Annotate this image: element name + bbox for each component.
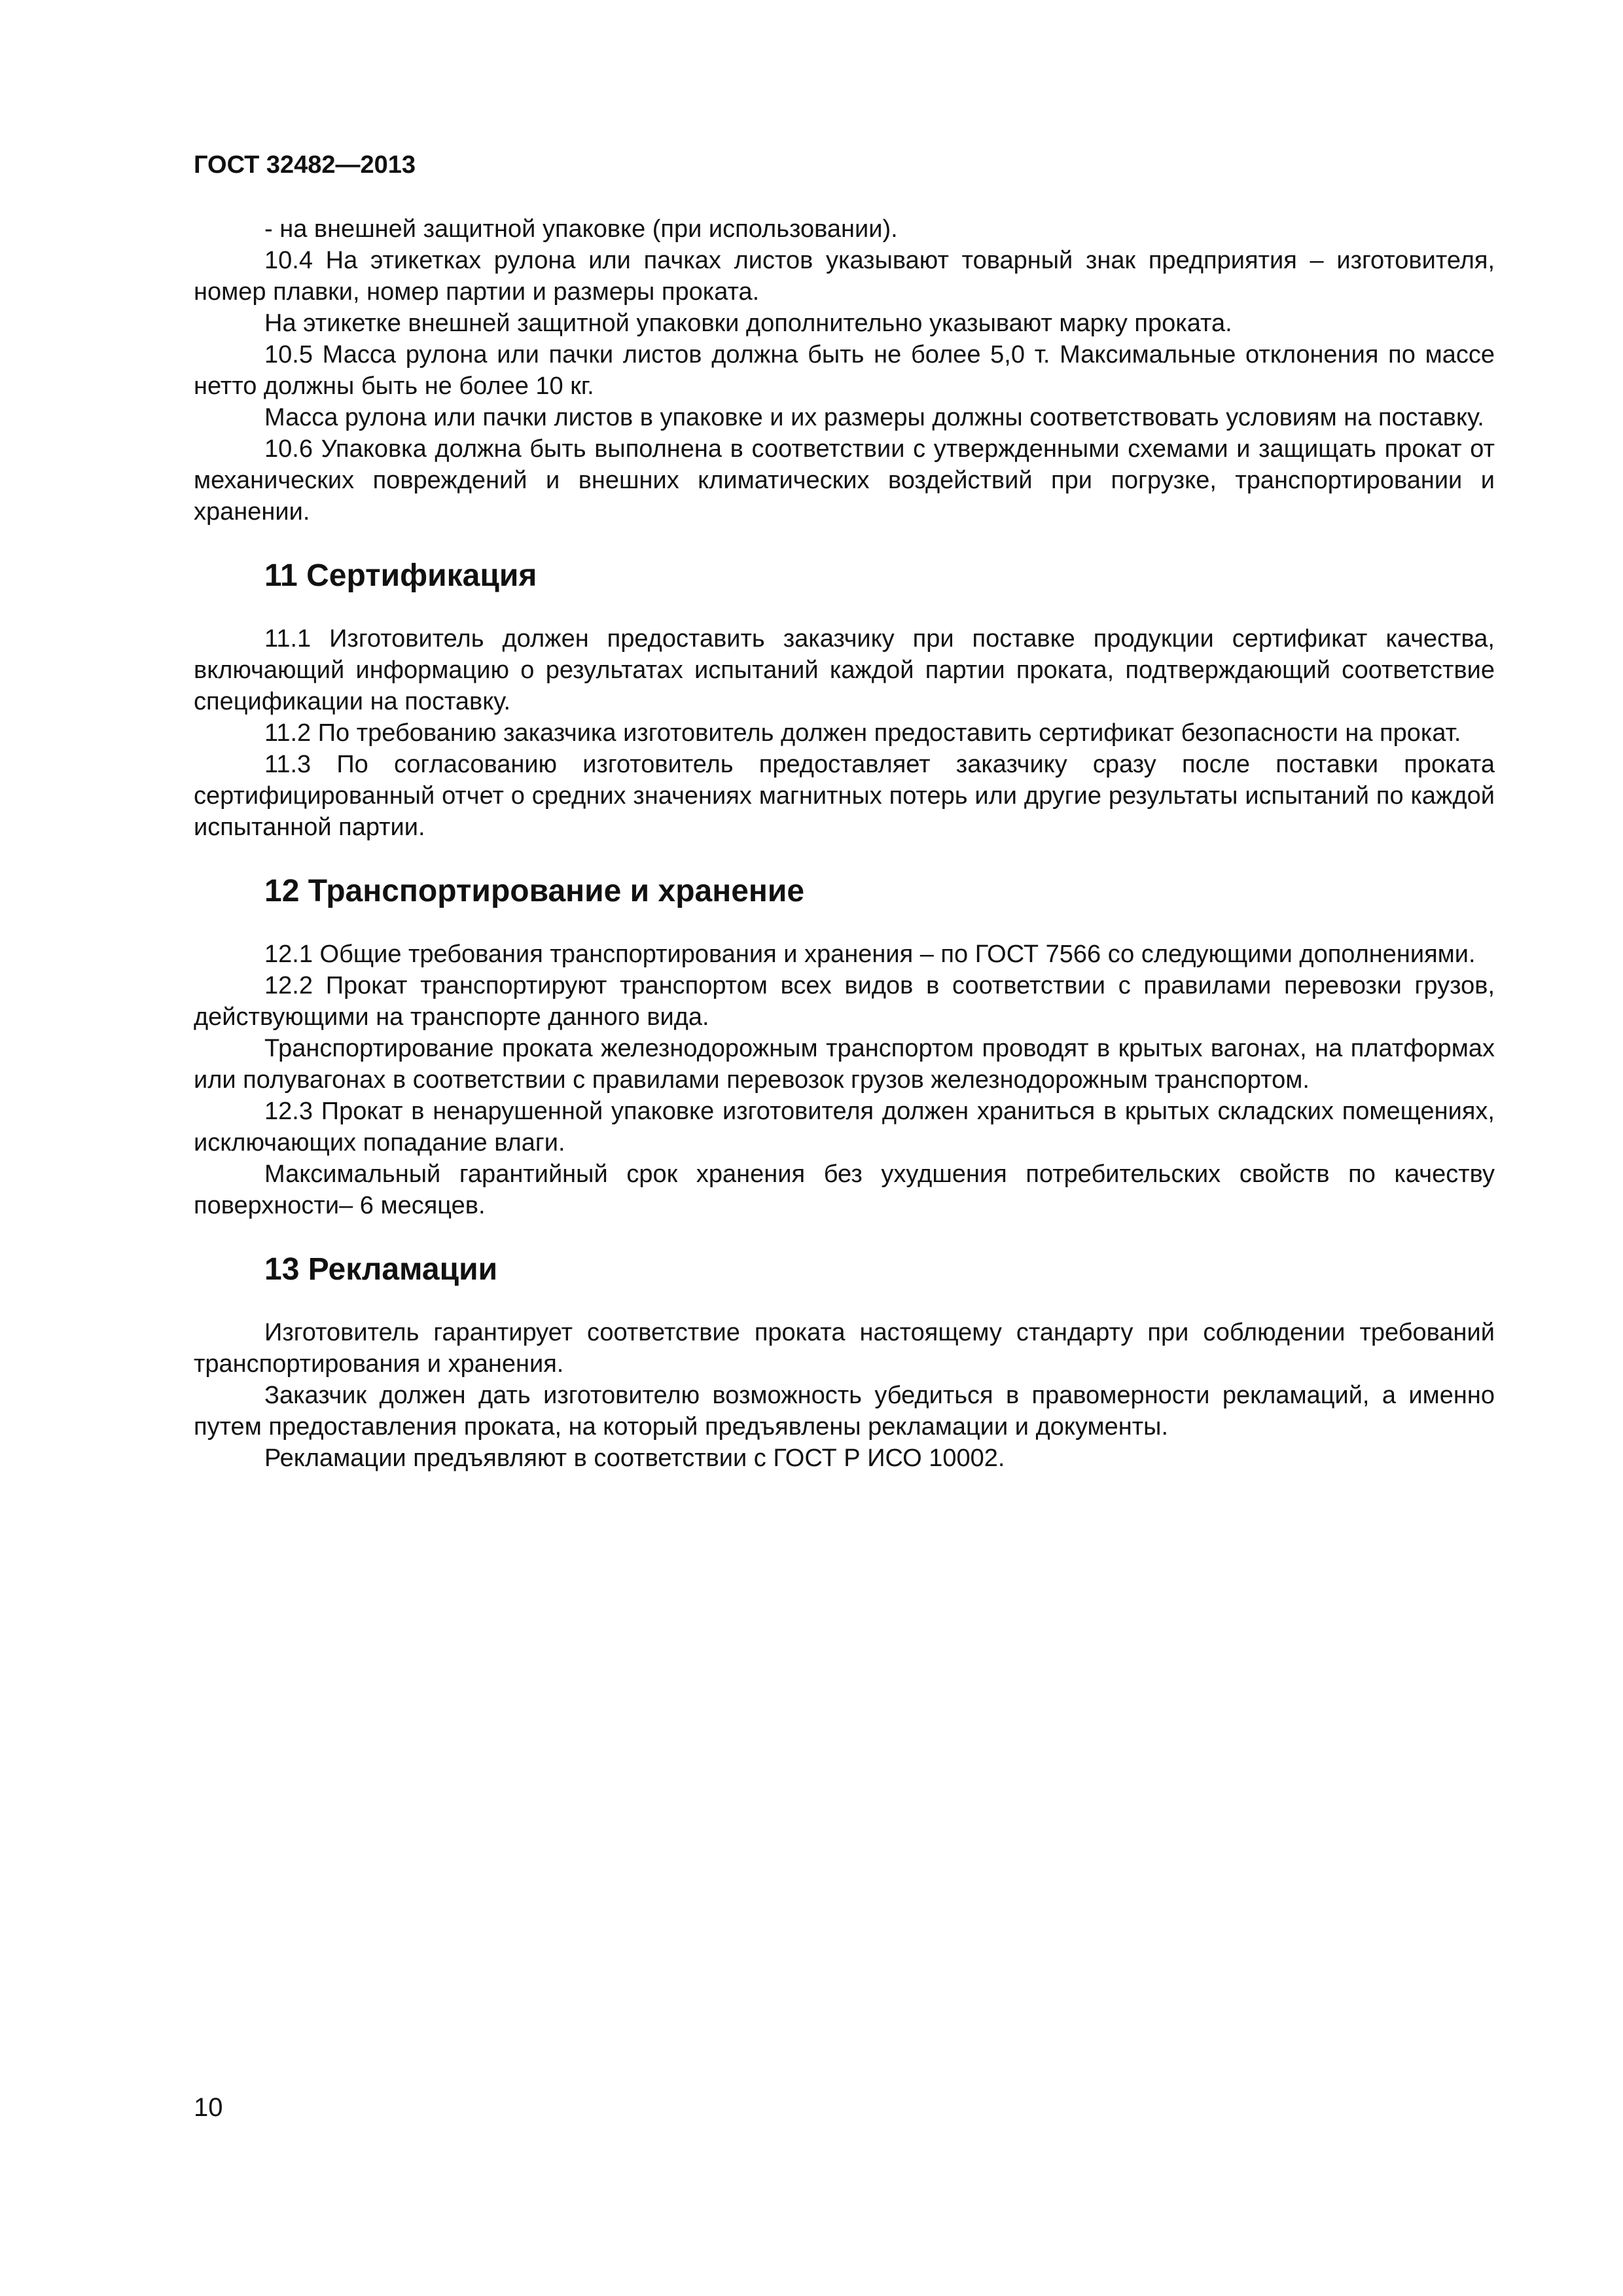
paragraph: Максимальный гарантийный срок хранения без ухудшения потребительских свойств по качеству поверхности– 6 месяцев. (194, 1160, 1495, 1219)
paragraph: Масса рулона или пачки листов в упаковке и их размеры должны соответствовать условиям на поставку. (264, 404, 1484, 431)
paragraph: 12.1 Общие требования транспортирования и хранения – по ГОСТ 7566 со следующими дополнениями. (264, 941, 1476, 968)
paragraph: 12.3 Прокат в ненарушенной упаковке изготовителя должен храниться в крытых складских помещениях, исключающих попадание влаги. (194, 1098, 1495, 1157)
paragraph: 12.2 Прокат транспортируют транспортом всех видов в соответствии с правилами перевозки грузов, действующими на транспорте данного вида. (194, 972, 1495, 1031)
paragraph: - на внешней защитной упаковке (при использовании). (264, 215, 898, 243)
paragraph: 10.5 Масса рулона или пачки листов должна быть не более 5,0 т. Максимальные отклонения по массе нетто должны быть не более 10 кг. (194, 341, 1495, 400)
section-heading-certification: 11 Сертификация (264, 558, 537, 593)
paragraph: Рекламации предъявляют в соответствии с ГОСТ Р ИСО 10002. (264, 1444, 1005, 1472)
paragraph: 10.4 На этикетках рулона или пачках листов указывают товарный знак предприятия – изготовителя, номер плавки, номер партии и размеры проката. (194, 247, 1495, 306)
paragraph: 11.2 По требованию заказчика изготовитель должен предоставить сертификат безопасности на прокат. (264, 719, 1461, 747)
paragraph: На этикетке внешней защитной упаковки дополнительно указывают марку проката. (264, 310, 1232, 337)
document-header: ГОСТ 32482—2013 (194, 151, 416, 179)
paragraph: Изготовитель гарантирует соответствие проката настоящему стандарту при соблюдении требований транспортирования и хранения. (194, 1319, 1495, 1378)
document-page (194, 151, 1495, 1474)
paragraph: Заказчик должен дать изготовителю возможность убедиться в правомерности рекламаций, а именно путем предоставления проката, на который предъявлены рекламации и документы. (194, 1382, 1495, 1441)
paragraph: Транспортирование проката железнодорожным транспортом проводят в крытых вагонах, на платформах или полувагонах в соответствии с правилами перевозок грузов железнодорожным транспортом. (194, 1035, 1495, 1094)
section-heading-transport-storage: 12 Транспортирование и хранение (264, 874, 805, 908)
paragraph: 10.6 Упаковка должна быть выполнена в соответствии с утвержденными схемами и защищать прокат от механических повреждений и внешних климатических воздействий при погрузке, транспортировании и хранении. (194, 435, 1495, 526)
paragraph: 11.1 Изготовитель должен предоставить заказчику при поставке продукции сертификат качества, включающий информацию о результатах испытаний каждой партии проката, подтверждающий соответствие спецификации на поставку. (194, 625, 1495, 715)
section-heading-claims: 13 Рекламации (264, 1252, 498, 1287)
paragraph: 11.3 По согласованию изготовитель предоставляет заказчику сразу после поставки проката сертифицированный отчет о средних значениях магнитных потерь или другие результаты испытаний по каждой испытанной партии. (194, 751, 1495, 841)
page-number: 10 (194, 2093, 223, 2122)
